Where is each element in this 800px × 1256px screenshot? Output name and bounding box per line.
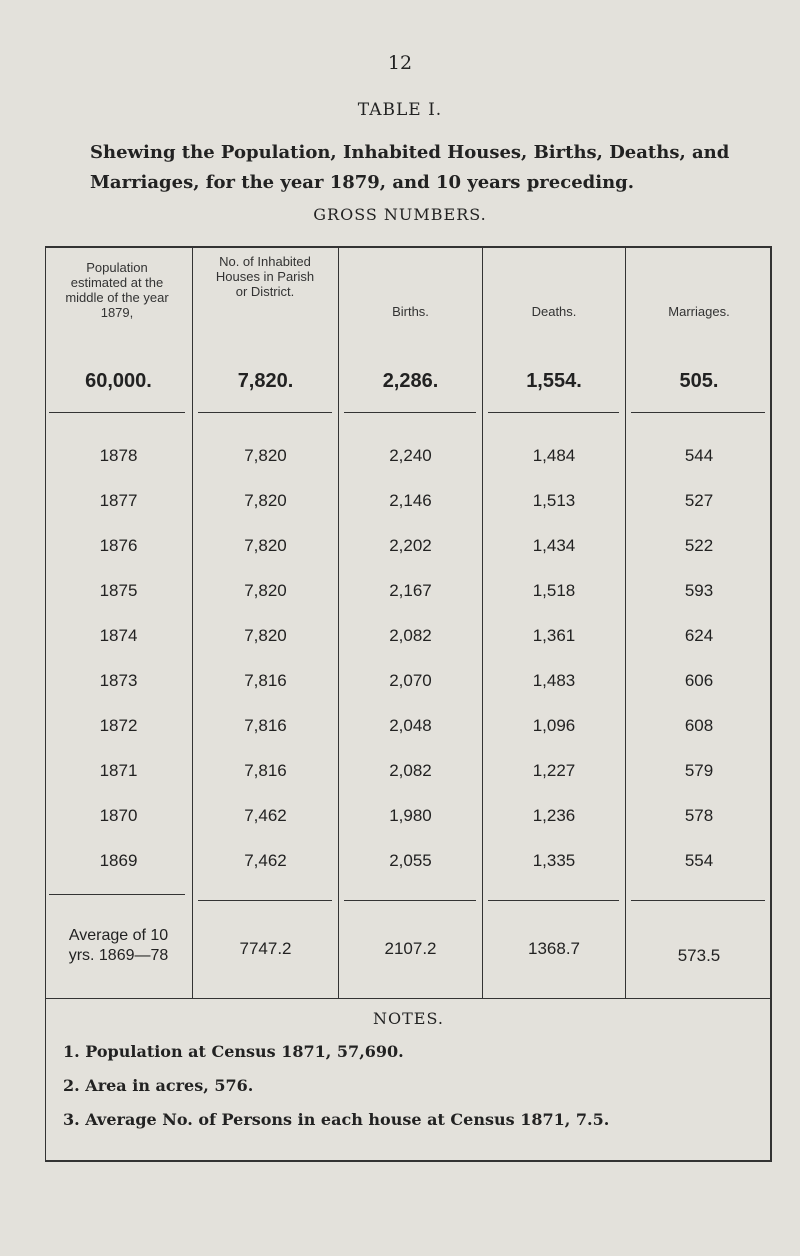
- total-deaths: 1,554.: [526, 370, 582, 392]
- header-marriages: Marriages.: [668, 304, 730, 319]
- header-rule: [344, 412, 476, 413]
- table-caption: Shewing the Population, Inhabited Houses, Births, Deaths, and Marriages, for the year 1879, and 10 years preceding.: [90, 142, 730, 193]
- table-row: [45, 671, 772, 701]
- average-rule: [488, 900, 619, 901]
- cell-houses: 7,820: [244, 581, 287, 600]
- cell-houses: 7,820: [244, 446, 287, 465]
- cell-year: 1875: [99, 581, 138, 600]
- cell-marriages: 527: [684, 491, 714, 510]
- cell-marriages: 624: [684, 626, 714, 645]
- cell-year: 1869: [99, 851, 138, 870]
- cell-year: 1870: [99, 806, 138, 825]
- total-population: 60,000.: [85, 370, 152, 392]
- table-bottom-rule: [45, 1160, 772, 1162]
- column-divider: [625, 246, 626, 998]
- average-rule: [631, 900, 765, 901]
- header-rule: [198, 412, 332, 413]
- cell-births: 2,240: [389, 446, 432, 465]
- cell-houses: 7,820: [244, 536, 287, 555]
- cell-marriages: 522: [684, 536, 714, 555]
- table-row: [45, 716, 772, 746]
- header-rule: [49, 412, 185, 413]
- header-births: Births.: [392, 304, 429, 319]
- cell-marriages: 579: [684, 761, 714, 780]
- cell-deaths: 1,484: [532, 446, 576, 465]
- cell-births: 2,070: [389, 671, 432, 690]
- cell-houses: 7,816: [244, 716, 287, 735]
- table-row: [45, 626, 772, 656]
- page-number: 12: [387, 52, 413, 74]
- cell-births: 2,082: [389, 761, 432, 780]
- cell-births: 2,146: [389, 491, 432, 510]
- table-row: [45, 581, 772, 611]
- average-deaths: 1368.7: [528, 939, 580, 958]
- header-deaths: Deaths.: [531, 304, 577, 319]
- table-top-rule: [45, 246, 772, 248]
- table-title: TABLE I.: [357, 100, 443, 120]
- table-row: [45, 446, 772, 476]
- cell-marriages: 578: [684, 806, 714, 825]
- cell-houses: 7,820: [244, 626, 287, 645]
- average-label: [45, 926, 192, 966]
- cell-deaths: 1,335: [532, 851, 576, 870]
- header-population: Population estimated at the middle of the year 1879,: [65, 260, 169, 320]
- cell-deaths: 1,096: [532, 716, 576, 735]
- table-row: [45, 536, 772, 566]
- table-row: [45, 491, 772, 521]
- header-rule: [488, 412, 619, 413]
- note-item: 3. Average No. of Persons in each house at Census 1871, 7.5.: [63, 1110, 610, 1129]
- cell-births: 2,167: [389, 581, 432, 600]
- table-row: [45, 761, 772, 791]
- average-rule: [344, 900, 476, 901]
- notes-title: NOTES.: [373, 1009, 444, 1028]
- cell-deaths: 1,236: [532, 806, 576, 825]
- average-births: 2107.2: [384, 939, 437, 958]
- cell-year: 1874: [99, 626, 138, 645]
- cell-year: 1876: [99, 536, 138, 555]
- cell-houses: 7,820: [244, 491, 287, 510]
- average-rule: [49, 894, 185, 895]
- column-divider: [482, 246, 483, 998]
- cell-deaths: 1,513: [532, 491, 576, 510]
- cell-births: 1,980: [389, 806, 432, 825]
- cell-houses: 7,816: [244, 761, 287, 780]
- note-item: 1. Population at Census 1871, 57,690.: [63, 1042, 404, 1061]
- average-label-line2: yrs. 1869—78: [68, 947, 169, 964]
- total-births: 2,286.: [382, 370, 439, 392]
- cell-marriages: 606: [684, 671, 714, 690]
- cell-deaths: 1,483: [532, 671, 576, 690]
- cell-year: 1878: [99, 446, 138, 465]
- note-item: 2. Area in acres, 576.: [63, 1076, 254, 1095]
- cell-deaths: 1,434: [532, 536, 576, 555]
- header-rule: [631, 412, 765, 413]
- cell-marriages: 593: [684, 581, 714, 600]
- cell-births: 2,055: [389, 851, 432, 870]
- cell-marriages: 554: [684, 851, 714, 870]
- average-label-line1: Average of 10: [68, 927, 169, 944]
- cell-houses: 7,462: [244, 806, 287, 825]
- table-row: [45, 851, 772, 881]
- column-divider: [192, 246, 193, 998]
- cell-births: 2,082: [389, 626, 432, 645]
- cell-year: 1877: [99, 491, 138, 510]
- table-row: [45, 806, 772, 836]
- notes-rule: [45, 998, 772, 999]
- total-marriages: 505.: [679, 370, 719, 392]
- cell-marriages: 544: [684, 446, 714, 465]
- column-divider: [338, 246, 339, 998]
- cell-deaths: 1,227: [532, 761, 576, 780]
- cell-houses: 7,816: [244, 671, 287, 690]
- table-subheading: GROSS NUMBERS.: [313, 205, 487, 224]
- cell-deaths: 1,518: [532, 581, 576, 600]
- statistics-table: [45, 246, 772, 1162]
- cell-year: 1873: [99, 671, 138, 690]
- average-houses: 7747.2: [239, 939, 292, 958]
- cell-houses: 7,462: [244, 851, 287, 870]
- total-houses: 7,820.: [237, 370, 294, 392]
- average-marriages: 573.5: [677, 946, 721, 965]
- header-houses: No. of Inhabited Houses in Parish or District.: [215, 254, 315, 299]
- cell-year: 1872: [99, 716, 138, 735]
- cell-births: 2,048: [389, 716, 432, 735]
- average-rule: [198, 900, 332, 901]
- cell-deaths: 1,361: [532, 626, 576, 645]
- cell-year: 1871: [99, 761, 138, 780]
- cell-births: 2,202: [389, 536, 432, 555]
- cell-marriages: 608: [684, 716, 714, 735]
